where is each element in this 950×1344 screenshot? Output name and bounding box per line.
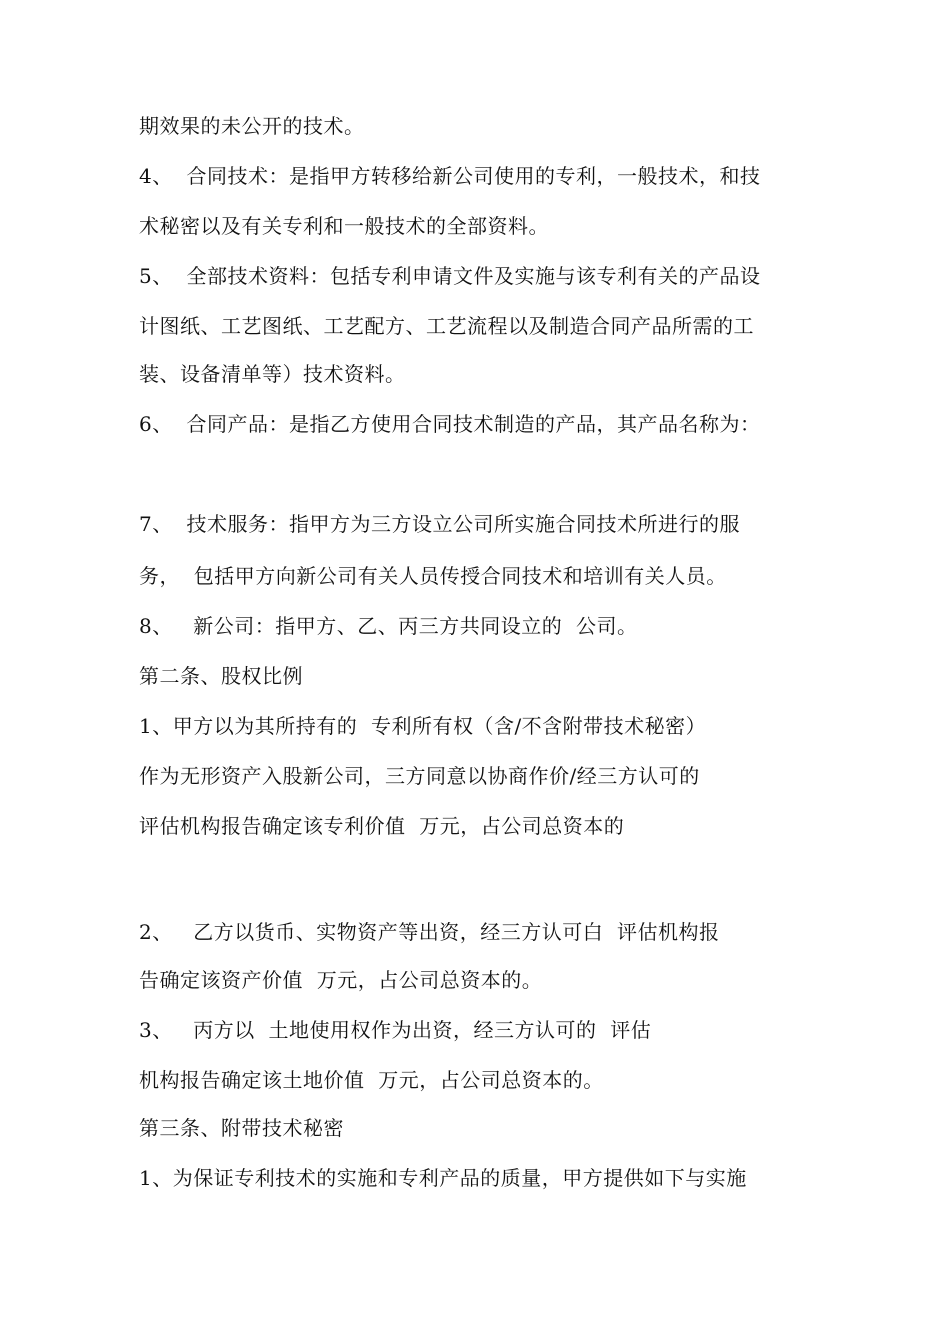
text-line: 装、设备清单等）技术资料。 xyxy=(139,362,406,386)
text-line: 5、 全部技术资料：包括专利申请文件及实施与该专利有关的产品设 xyxy=(139,264,761,288)
text-line: 3、 丙方以 土地使用权作为出资，经三方认可的 评估 xyxy=(139,1018,652,1042)
text-line: 作为无形资产入股新公司，三方同意以协商作价/经三方认可的 xyxy=(139,764,700,788)
text-line: 告确定该资产价值 万元，占公司总资本的。 xyxy=(139,968,543,992)
text-line: 4、 合同技术：是指甲方转移给新公司使用的专利，一般技术，和技 xyxy=(139,164,761,188)
text-line: 6、 合同产品：是指乙方使用合同技术制造的产品，其产品名称为： xyxy=(139,412,761,436)
text-line: 机构报告确定该土地价值 万元，占公司总资本的。 xyxy=(139,1068,604,1092)
text-line: 8、 新公司：指甲方、乙、丙三方共同设立的 公司。 xyxy=(139,614,638,638)
text-line: 务， 包括甲方向新公司有关人员传授合同技术和培训有关人员。 xyxy=(139,564,727,588)
section-heading: 第三条、附带技术秘密 xyxy=(139,1116,344,1140)
text-line: 1、甲方以为其所持有的 专利所有权（含/不含附带技术秘密） xyxy=(139,714,707,738)
text-line: 1、为保证专利技术的实施和专利产品的质量，甲方提供如下与实施 xyxy=(139,1166,747,1190)
text-line: 评估机构报告确定该专利价值 万元，占公司总资本的 xyxy=(139,814,625,838)
text-line: 期效果的未公开的技术。 xyxy=(139,114,365,138)
text-line: 2、 乙方以货币、实物资产等出资，经三方认可白 评估机构报 xyxy=(139,920,720,944)
text-line: 计图纸、工艺图纸、工艺配方、工艺流程以及制造合同产品所需的工 xyxy=(139,314,754,338)
section-heading: 第二条、股权比例 xyxy=(139,664,303,688)
text-line: 术秘密以及有关专利和一般技术的全部资料。 xyxy=(139,214,549,238)
text-line: 7、 技术服务：指甲方为三方设立公司所实施合同技术所进行的服 xyxy=(139,512,740,536)
